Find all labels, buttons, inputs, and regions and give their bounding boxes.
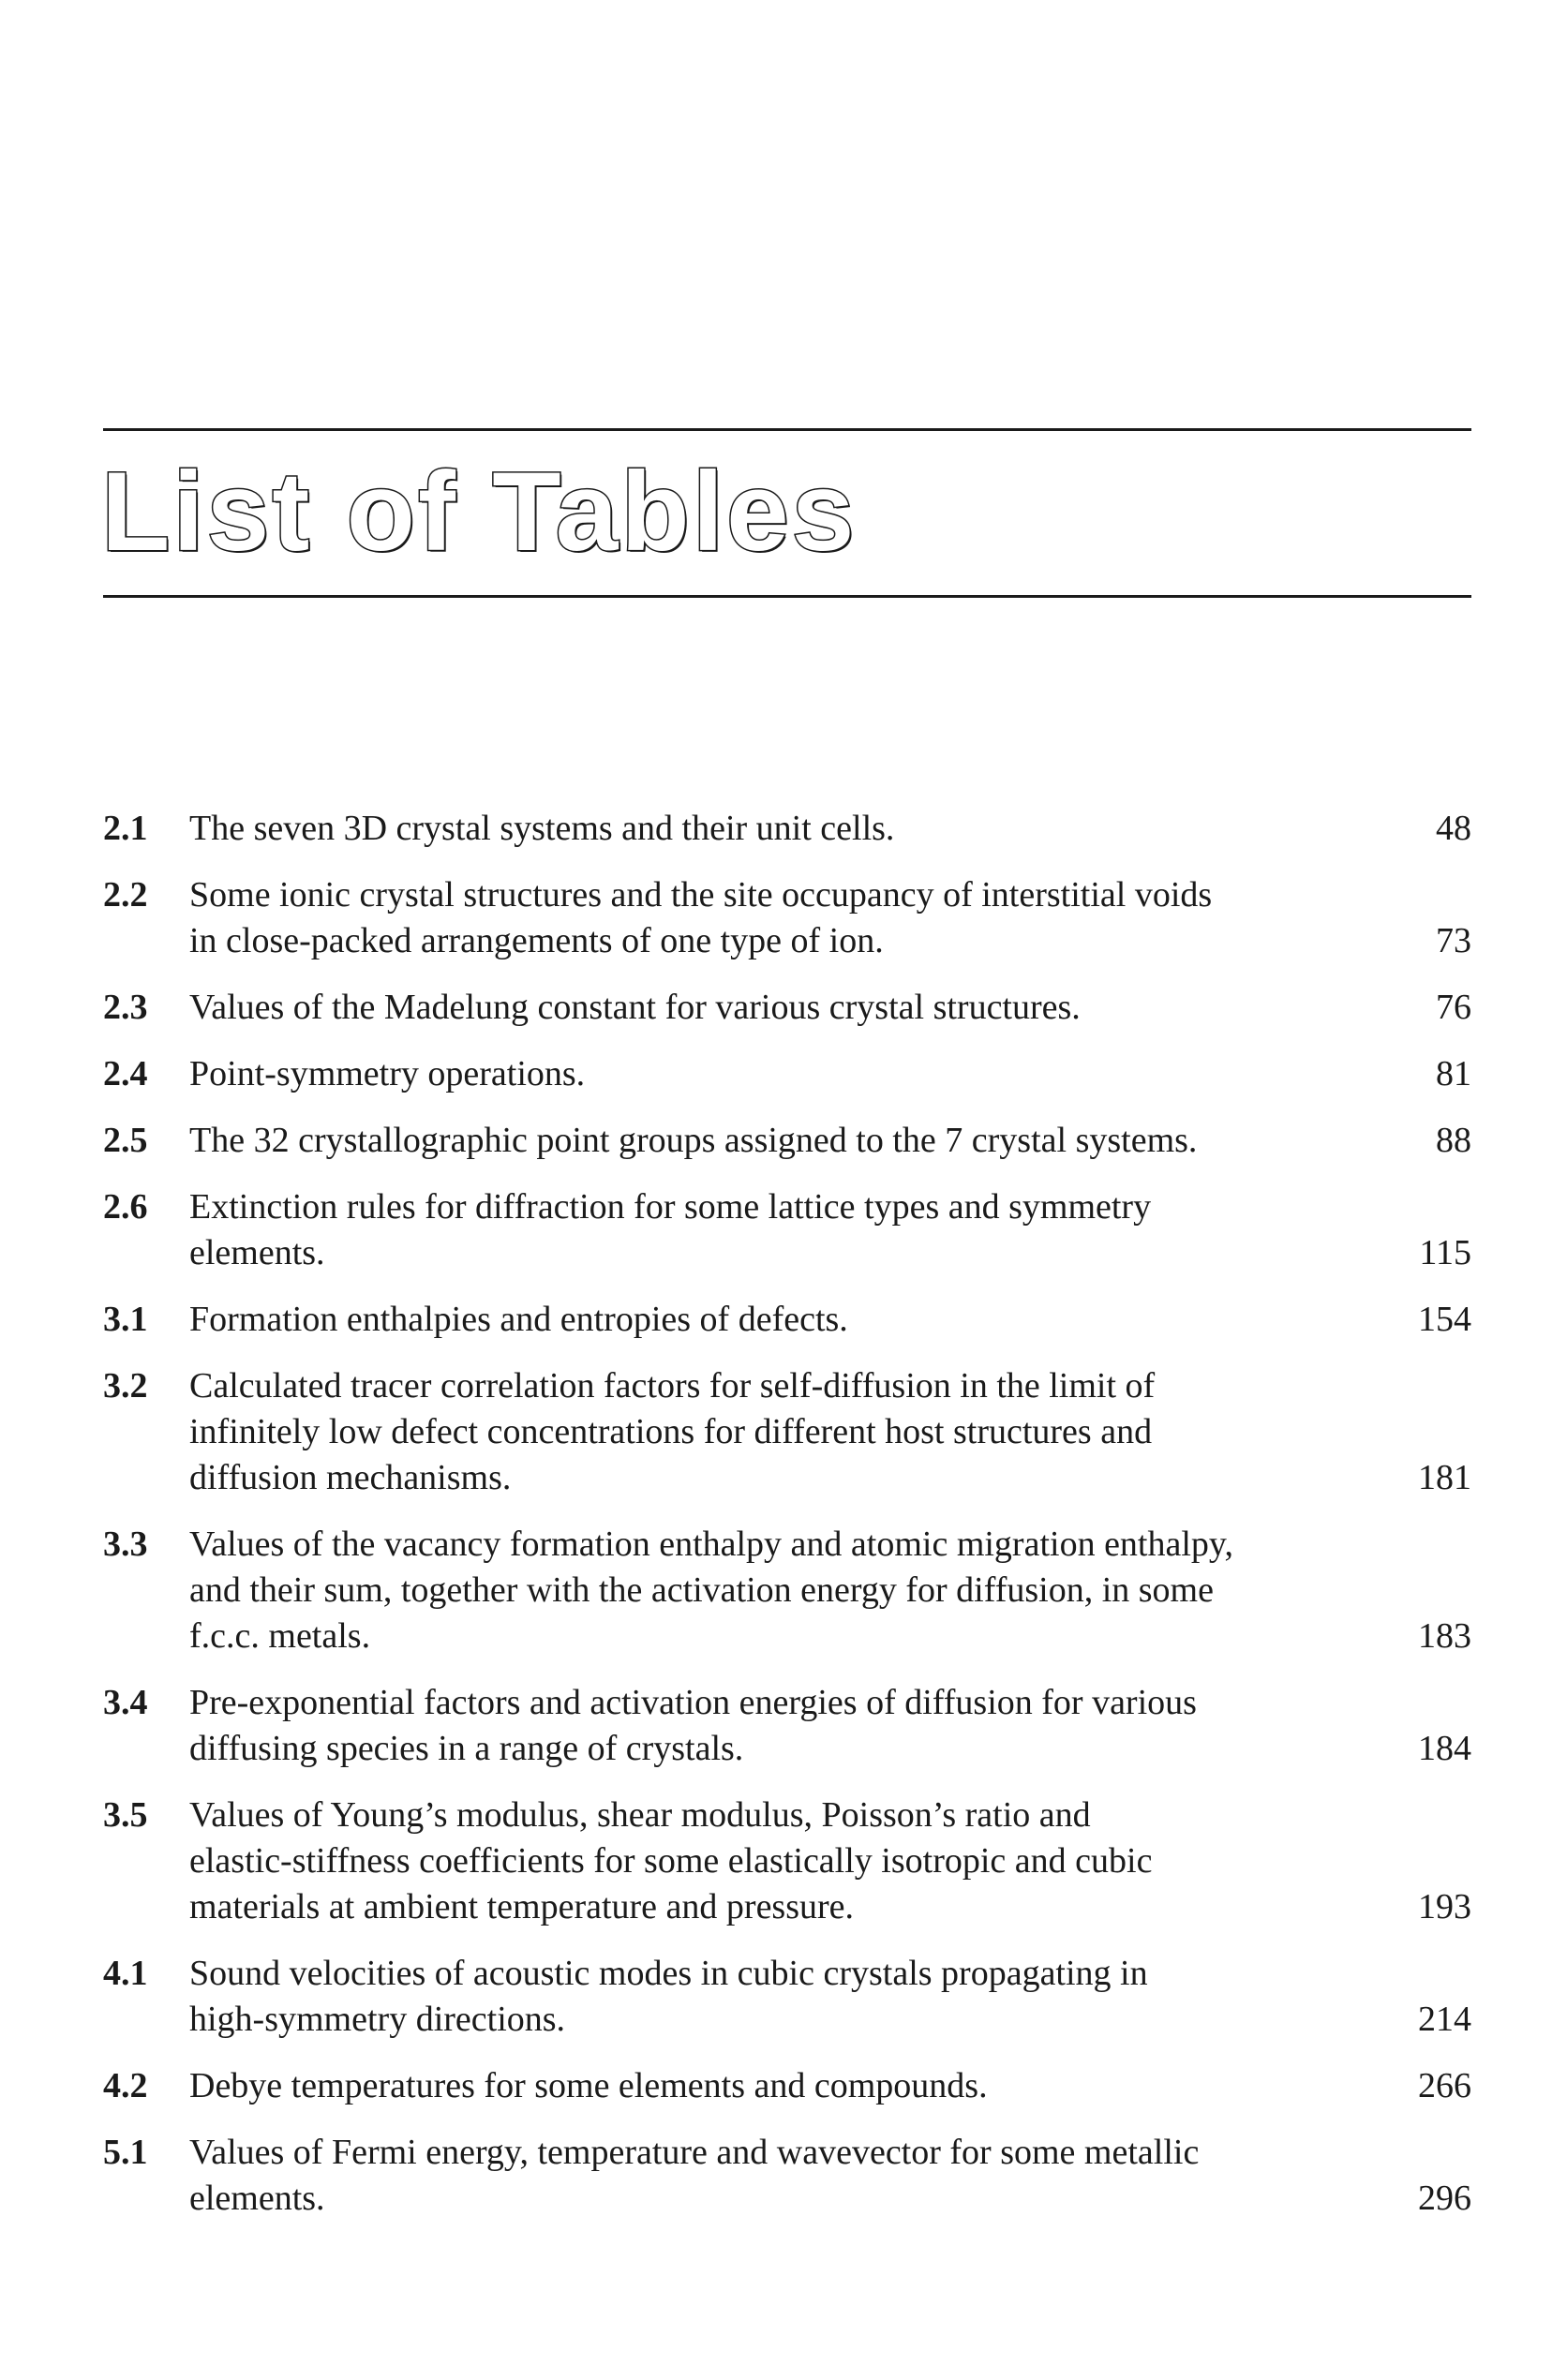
list-item[interactable] bbox=[103, 1184, 1471, 1276]
page-number: 76 bbox=[1436, 988, 1471, 1027]
table-number: 4.1 bbox=[103, 1954, 148, 1993]
table-number: 3.2 bbox=[103, 1366, 148, 1406]
table-number: 4.2 bbox=[103, 2066, 148, 2105]
list-item[interactable] bbox=[103, 1522, 1471, 1659]
page-number: 181 bbox=[1418, 1458, 1471, 1497]
table-caption: Values of Fermi energy, temperature and wavevector for some metallic elements. bbox=[189, 2133, 1200, 2218]
table-caption: Sound velocities of acoustic modes in cubic crystals propagating in high-symmetry directions. bbox=[189, 1954, 1148, 2039]
table-number: 2.2 bbox=[103, 875, 148, 915]
page-number: 193 bbox=[1418, 1887, 1471, 1926]
list-item[interactable] bbox=[103, 1951, 1471, 2043]
page-number: 48 bbox=[1436, 809, 1471, 848]
table-number: 2.6 bbox=[103, 1187, 148, 1227]
list-item[interactable] bbox=[103, 2063, 1471, 2109]
table-number: 2.3 bbox=[103, 988, 148, 1027]
page-number: 214 bbox=[1418, 2000, 1471, 2039]
page-number: 184 bbox=[1418, 1729, 1471, 1768]
table-number: 3.1 bbox=[103, 1300, 148, 1339]
list-item[interactable] bbox=[103, 2130, 1471, 2222]
list-item[interactable] bbox=[103, 1297, 1471, 1343]
table-caption: Point-symmetry operations. bbox=[189, 1054, 586, 1093]
list-item[interactable] bbox=[103, 806, 1471, 852]
title-top-rule bbox=[103, 428, 1471, 431]
table-number: 2.4 bbox=[103, 1054, 148, 1093]
table-caption: Formation enthalpies and entropies of defects. bbox=[189, 1300, 848, 1339]
list-item[interactable] bbox=[103, 872, 1471, 964]
list-item[interactable] bbox=[103, 985, 1471, 1031]
page-number: 296 bbox=[1418, 2179, 1471, 2218]
page-title: List of Tables bbox=[101, 449, 858, 574]
table-number: 3.4 bbox=[103, 1683, 148, 1722]
title-bottom-rule bbox=[103, 595, 1471, 598]
list-item[interactable] bbox=[103, 1680, 1471, 1772]
page-number: 73 bbox=[1436, 921, 1471, 960]
list-item[interactable] bbox=[103, 1118, 1471, 1164]
table-number: 3.3 bbox=[103, 1525, 148, 1564]
table-caption: Extinction rules for diffraction for some lattice types and symmetry elements. bbox=[189, 1187, 1152, 1272]
page-number: 266 bbox=[1418, 2066, 1471, 2105]
page-number: 115 bbox=[1419, 1233, 1471, 1272]
page-number: 88 bbox=[1436, 1121, 1471, 1160]
page-number: 154 bbox=[1418, 1300, 1471, 1339]
table-caption: Values of the vacancy formation enthalpy and atomic migration enthalpy, and their sum, together with the activation energy for diffusion, in some f.c.c. metals. bbox=[189, 1525, 1233, 1656]
list-item[interactable] bbox=[103, 1363, 1471, 1501]
table-caption: Values of the Madelung constant for various crystal structures. bbox=[189, 988, 1081, 1027]
table-number: 2.1 bbox=[103, 809, 148, 848]
page-number: 183 bbox=[1418, 1616, 1471, 1656]
table-caption: Calculated tracer correlation factors for self-diffusion in the limit of infinitely low defect concentrations for different host structures and diffusion mechanisms. bbox=[189, 1366, 1156, 1497]
table-caption: The 32 crystallographic point groups assigned to the 7 crystal systems. bbox=[189, 1121, 1198, 1160]
list-item[interactable] bbox=[103, 1051, 1471, 1097]
list-item[interactable] bbox=[103, 1792, 1471, 1930]
table-number: 5.1 bbox=[103, 2133, 148, 2172]
table-caption: Some ionic crystal structures and the site occupancy of interstitial voids in close-packed arrangements of one type of ion. bbox=[189, 875, 1213, 960]
table-caption: Values of Young’s modulus, shear modulus, Poisson’s ratio and elastic-stiffness coefficients for some elastically isotropic and cubic materials at ambient temperature and pressure. bbox=[189, 1795, 1153, 1926]
table-caption: Pre-exponential factors and activation energies of diffusion for various diffusing species in a range of crystals. bbox=[189, 1683, 1197, 1768]
table-list bbox=[103, 806, 1471, 2242]
table-caption: The seven 3D crystal systems and their unit cells. bbox=[189, 809, 895, 848]
page-number: 81 bbox=[1436, 1054, 1471, 1093]
table-caption: Debye temperatures for some elements and compounds. bbox=[189, 2066, 988, 2105]
table-number: 2.5 bbox=[103, 1121, 148, 1160]
table-number: 3.5 bbox=[103, 1795, 148, 1835]
